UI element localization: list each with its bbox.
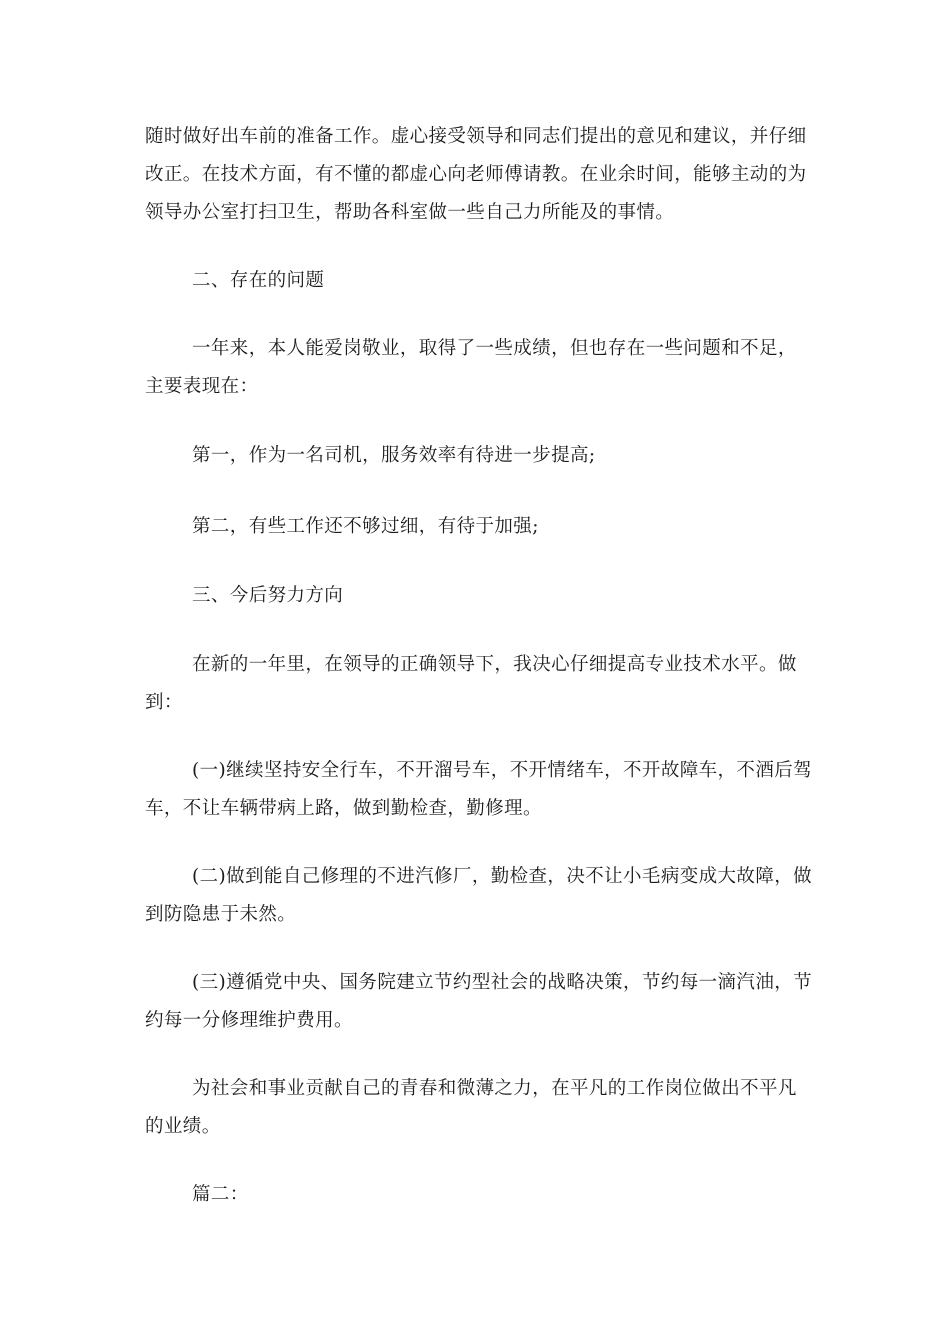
list-item: 第二，有些工作还不够过细，有待于加强; <box>192 516 539 537</box>
body-paragraph: 一年来，本人能爱岗敬业，取得了一些成绩，但也存在一些问题和不足，主要表现在： <box>145 338 797 397</box>
list-item: (三)遵循党中央、国务院建立节约型社会的战略决策，节约每一滴汽油，节约每一分修理维护费用。 <box>145 972 813 1031</box>
body-paragraph: 为社会和事业贡献自己的青春和微薄之力，在平凡的工作岗位做出不平凡的业绩。 <box>145 1078 797 1137</box>
list-item: (二)做到能自己修理的不进汽修厂，勤检查，决不让小毛病变成大故障，做到防隐患于未然。 <box>145 866 813 925</box>
section-heading: 篇二： <box>192 1184 249 1205</box>
body-paragraph: 在新的一年里，在领导的正确领导下，我决心仔细提高专业技术水平。做到： <box>145 654 797 713</box>
list-item: 第一，作为一名司机，服务效率有待进一步提高; <box>192 445 596 466</box>
section-heading: 三、今后努力方向 <box>192 585 344 606</box>
body-paragraph: 随时做好出车前的准备工作。虚心接受领导和同志们提出的意见和建议，并仔细改正。在技术方面，有不懂的都虚心向老师傅请教。在业余时间，能够主动的为领导办公室打扫卫生，帮助各科室做一些自己力所能及的事情。 <box>145 126 807 223</box>
list-item: (一)继续坚持安全行车，不开溜号车，不开情绪车，不开故障车，不酒后驾车，不让车辆带病上路，做到勤检查，勤修理。 <box>145 760 813 819</box>
section-heading: 二、存在的问题 <box>192 270 325 291</box>
